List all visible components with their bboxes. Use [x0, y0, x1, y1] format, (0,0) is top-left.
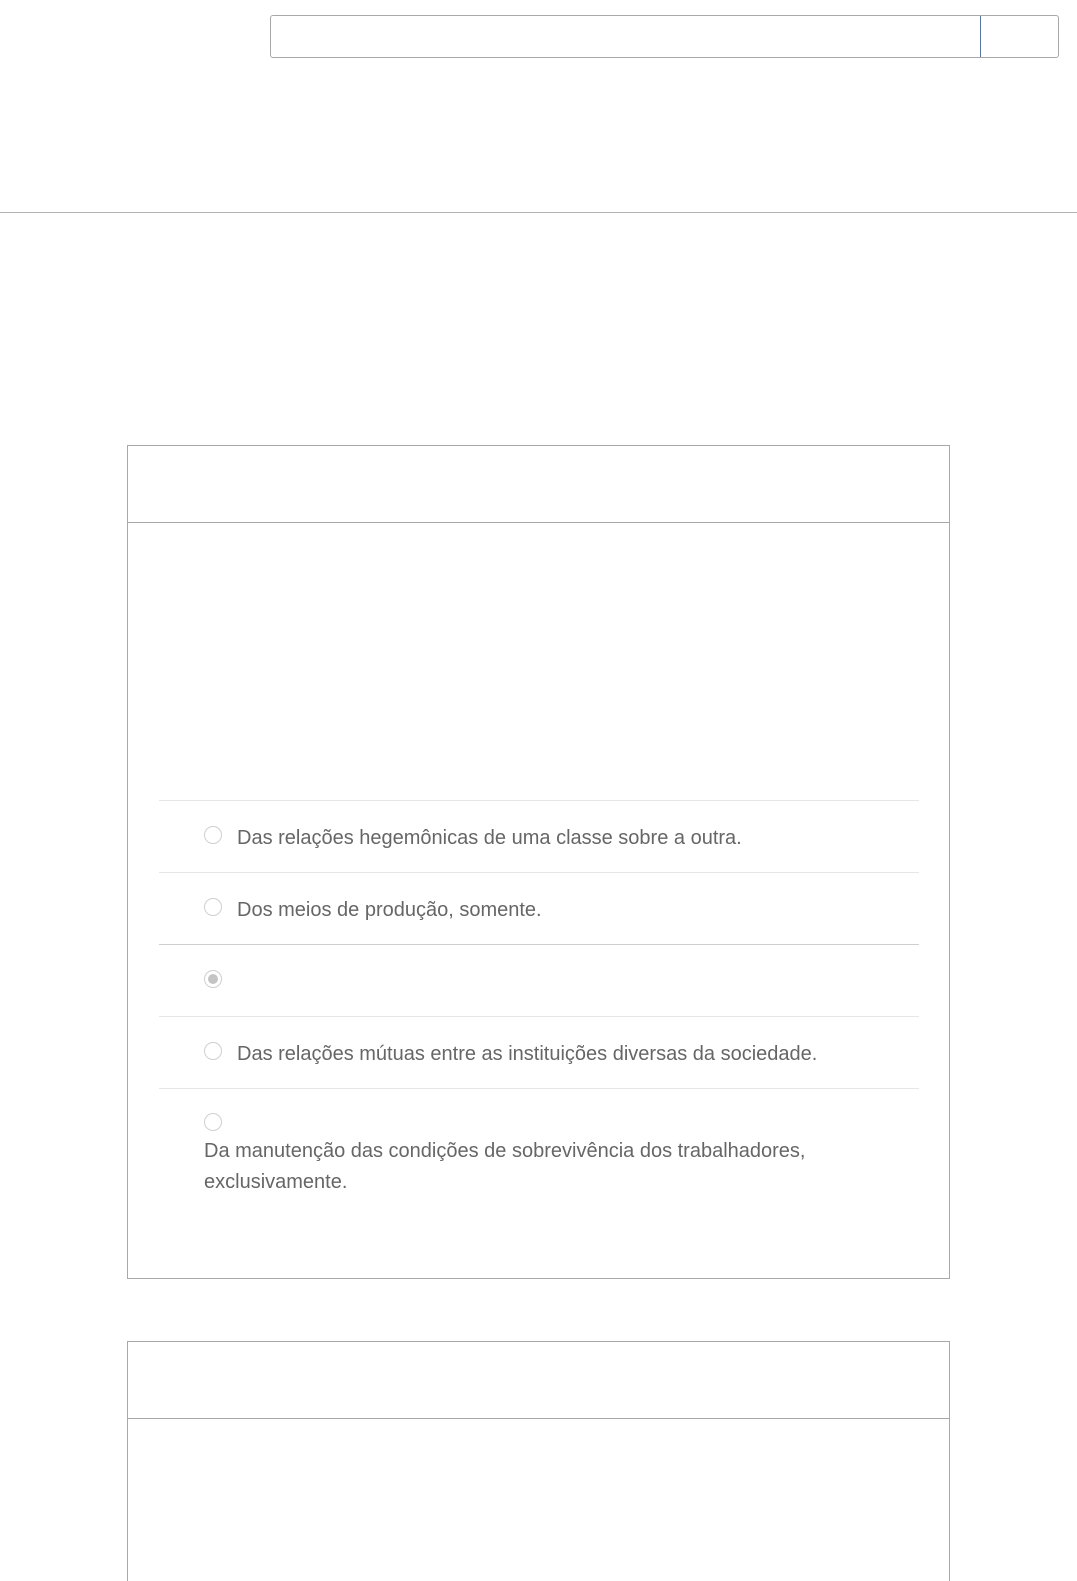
next-question-card	[127, 1341, 950, 1581]
next-question-card-header	[128, 1342, 949, 1419]
top-input-box[interactable]	[270, 15, 1059, 58]
answer-options	[159, 800, 919, 1198]
answer-option-e[interactable]	[159, 1088, 919, 1198]
answer-option-c[interactable]	[159, 944, 919, 1016]
answer-option-b[interactable]	[159, 872, 919, 944]
answer-option-d-label: Das relações mútuas entre as instituições diversas da sociedade.	[237, 1043, 818, 1065]
answer-option-e-label: Da manutenção das condições de sobrevivência dos trabalhadores, exclusivamente.	[204, 1140, 806, 1193]
radio-button-c-selected[interactable]	[204, 970, 222, 988]
radio-button-e[interactable]	[204, 1113, 222, 1131]
answer-option-a-label: Das relações hegemônicas de uma classe sobre a outra.	[237, 827, 742, 849]
radio-button-d[interactable]	[204, 1042, 222, 1060]
answer-option-d[interactable]	[159, 1016, 919, 1088]
radio-button-a[interactable]	[204, 826, 222, 844]
question-card	[127, 445, 950, 1279]
radio-button-b[interactable]	[204, 898, 222, 916]
answer-option-a[interactable]	[159, 800, 919, 872]
page-divider	[0, 212, 1077, 213]
answer-option-b-label: Dos meios de produção, somente.	[237, 899, 542, 921]
question-card-header	[128, 446, 949, 523]
top-input-caret	[980, 16, 981, 57]
